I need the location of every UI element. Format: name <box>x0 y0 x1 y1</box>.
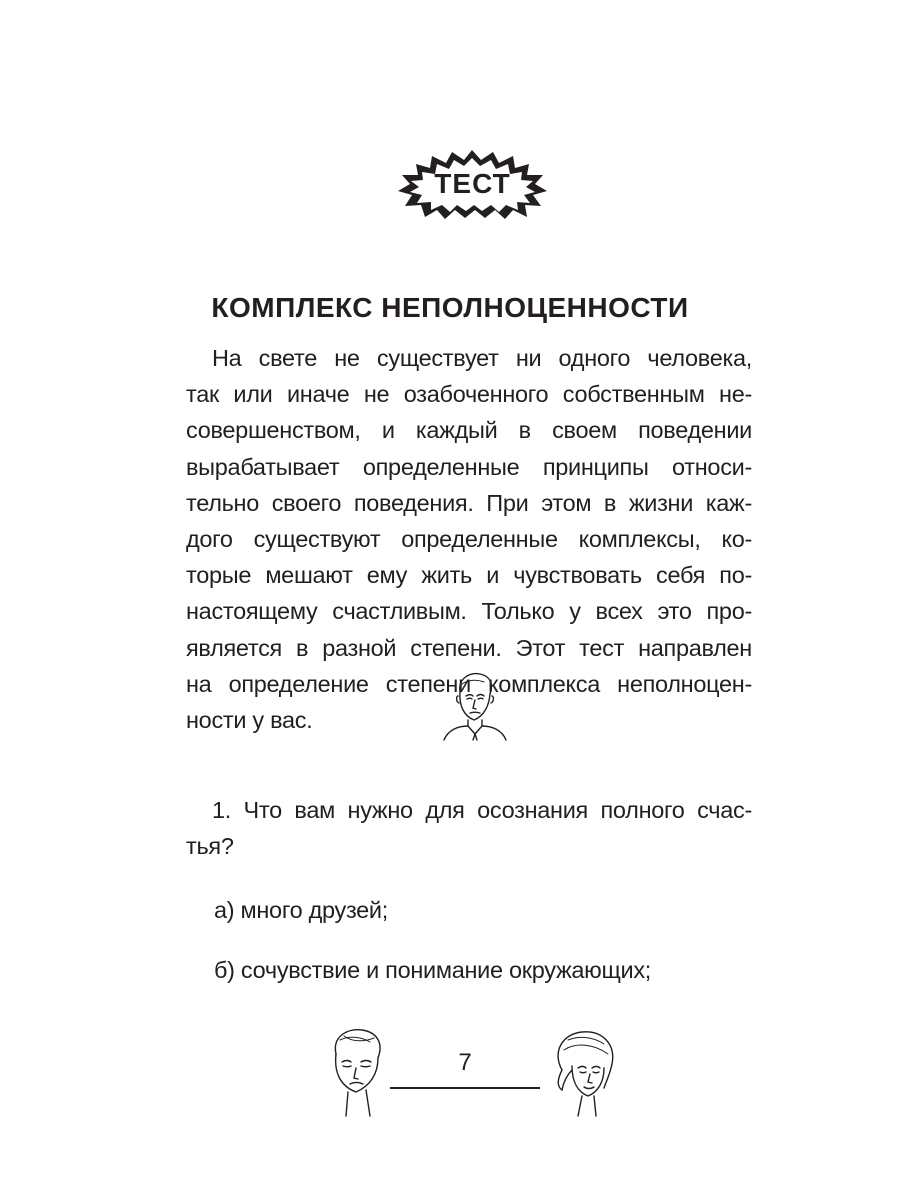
intro-line: на определение степени комплекса неполноцен- <box>186 670 752 697</box>
intro-line: совершенством, и каждый в своем поведении <box>186 417 752 444</box>
intro-line: вырабатывает определенные принципы относи- <box>186 453 752 480</box>
intro-line: ности у вас. <box>186 707 313 734</box>
intro-line: так или иначе не озабоченного собственным не- <box>186 381 752 408</box>
man-portrait-illustration <box>436 670 512 742</box>
page-number: 7 <box>458 1049 472 1076</box>
intro-line: настоящему счастливым. Только у всех это про- <box>186 598 752 625</box>
question-line: 1. Что вам нужно для осознания полного счас- <box>212 797 752 823</box>
intro-line: тельно своего поведения. При этом в жизни каж- <box>186 489 752 516</box>
answer-option-b: б) сочувствие и понимание окружающих; <box>214 957 652 983</box>
intro-line: На свете не существует ни одного человека, <box>212 345 752 371</box>
page-number-rule <box>390 1087 540 1089</box>
intro-line: является в разной степени. Этот тест направлен <box>186 634 752 661</box>
answer-option-a: а) много друзей; <box>214 897 388 923</box>
sad-face-illustration <box>326 1028 388 1118</box>
page-title: КОМПЛЕКС НЕПОЛНОЦЕННОСТИ <box>211 292 689 323</box>
test-badge <box>395 148 550 220</box>
intro-line: торые мешают ему жить и чувствовать себя по- <box>186 562 752 589</box>
question-1 <box>186 792 752 864</box>
woman-face-illustration <box>548 1030 618 1118</box>
intro-line: дого существуют определенные комплексы, ко- <box>186 526 752 553</box>
badge-label: ТЕСТ <box>434 168 511 199</box>
question-line: тья? <box>186 833 234 860</box>
